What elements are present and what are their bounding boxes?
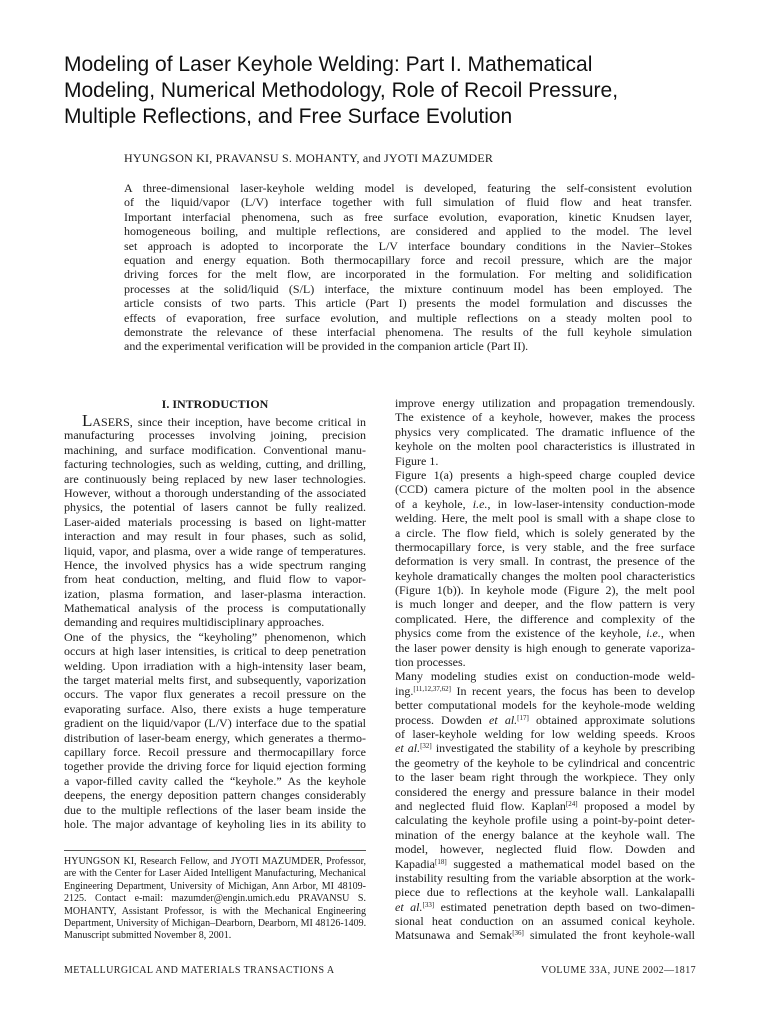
abstract-line: article consists of two parts. This article (Part I) presents the model formulation and discusses the (124, 296, 692, 311)
body-line: due to the multiple reflections of the laser beam inside the (64, 802, 366, 817)
body-line: deepens, the energy deposition pattern changes considerably (64, 788, 366, 803)
abstract-line: driving forces for the melt flow, are incorporated in the formulation. For melting and solidification (124, 267, 692, 282)
body-line: are continuously being replaced by new laser technologies. (64, 471, 366, 486)
body-line: complicated. Here, the difference and complexity of the (395, 611, 695, 626)
body-line: the laser power density is high enough to generate vaporiza- (395, 640, 695, 655)
body-line: occurs at high laser intensities, is critical to deep penetration (64, 644, 366, 659)
abstract-line: equation and energy equation. Both thermocapillary force and recoil pressure, which are the major (124, 252, 692, 267)
body-line: interaction and may result in four phases, such as solid, (64, 529, 366, 544)
body-line: model, however, neglected fluid flow. Dowden and (395, 842, 695, 857)
body-line: instability resulting from the variable absorption at the work- (395, 870, 695, 885)
body-line: However, without a thorough understanding of the associated (64, 485, 366, 500)
body-line: machining, and surface modification. Conventional manu- (64, 442, 366, 457)
body-line: demanding and requires multidisciplinary approaches. (64, 615, 325, 630)
citation: [18] (434, 857, 447, 866)
citation: [36] (512, 929, 524, 938)
body-line: a vapor-filled cavity called the “keyhole.” As the keyhole (64, 773, 366, 788)
author-list: HYUNGSON KI, PRAVANSU S. MOHANTY, and JYOTI MAZUMDER (124, 151, 494, 165)
body-line: occurs. The vapor flux generates a recoil pressure on the (64, 687, 366, 702)
body-line: manufacturing processes involving joining, precision (64, 428, 366, 443)
body-line: LASERS, since their inception, have become critical in (82, 411, 366, 430)
body-line: keyhole on the molten pool characteristics is illustrated in (395, 439, 695, 454)
journal-name-footer: METALLURGICAL AND MATERIALS TRANSACTIONS A (64, 965, 335, 976)
body-line: welding. Upon irradiation with a high-intensity laser beam, (64, 658, 366, 673)
body-line: of a keyhole, i.e., in low-laser-intensity conduction-mode (395, 496, 696, 511)
body-line: One of the physics, the “keyholing” phenomenon, which (64, 629, 366, 644)
drop-cap: L (82, 411, 93, 430)
abstract-line: effects of evaporation, free surface evolution, and multiple reflections on a steady molten pool to (124, 310, 692, 325)
title-line: Multiple Reflections, and Free Surface Evolution (64, 105, 513, 128)
body-line: better computational models for the keyhole-mode welding (395, 698, 695, 713)
body-line: sional heat conduction on an assumed conical keyhole. (395, 914, 695, 929)
section-heading: I. INTRODUCTION (161, 397, 269, 411)
body-line: Figure 1. (395, 453, 439, 468)
abstract-line: processes at the solid/liquid (S/L) interface, the mixture continuum model has been employed. The (124, 281, 692, 296)
footnote-divider (64, 850, 366, 851)
body-line: et al.[33] estimated penetration depth based on two-dimen- (395, 899, 695, 914)
abstract-line: of the liquid/vapor (L/V) interface together with full simulation of fluid flow and heat transfer. (124, 195, 692, 210)
body-line: capillary force. Recoil pressure and thermocapillary force (64, 744, 366, 759)
body-line: the geometry of the keyhole to be cylindrical and concentric (395, 755, 695, 770)
body-line: and neglected fluid flow. Kaplan[24] proposed a model by (395, 798, 695, 813)
right-column (395, 396, 695, 943)
body-line: keyhole dramatically changes the molten pool characteristics (395, 568, 695, 583)
footnote-line: Department, University of Michigan–Dearborn, Dearborn, MI 48126-1409. (64, 917, 367, 929)
body-line: the target material melts first, and subsequently, vaporization (64, 673, 366, 688)
body-line: tion processes. (395, 655, 466, 670)
body-line: hole. The major advantage of keyholing lies in its ability to (64, 816, 366, 831)
body-line: welding. Here, the melt pool is small with a shape close to (395, 511, 695, 526)
title-line: Modeling, Numerical Methodology, Role of Recoil Pressure, (64, 79, 619, 102)
body-line: calculating the keyhole profile using a point-by-point deter- (395, 813, 695, 828)
body-line: Hence, the involved physics has a wide spectrum ranging (64, 557, 366, 572)
body-line: ing.[11,12,37,62] In recent years, the focus has been to develop (395, 683, 695, 698)
body-line: a circle. The flow field, which is solely generated by the (395, 525, 695, 540)
body-line: Matsunawa and Semak[36] simulated the front keyhole-wall (395, 928, 695, 943)
body-line: distribution of laser-beam energy, which generates a thermo- (64, 730, 366, 745)
body-line: of laser-keyhole welding for low welding speeds. Kroos (395, 726, 695, 741)
body-line: (Figure 1(b)). In keyhole mode (Figure 2), the melt pool (395, 583, 695, 598)
abstract-line: and the experimental verification will be provided in the companion article (Part II). (124, 339, 529, 354)
body-line: Many modeling studies exist on conduction-mode weld- (395, 669, 695, 684)
body-line: improve energy utilization and propagation tremendously. (395, 396, 695, 410)
citation: [32] (420, 742, 432, 751)
citation: [11,12,37,62] (413, 684, 451, 693)
body-line: Figure 1(a) presents a high-speed charge coupled device (395, 467, 695, 482)
body-line: physics come from the existence of the keyhole, i.e., when (395, 626, 695, 641)
article-title (64, 52, 724, 130)
left-column (64, 396, 366, 831)
body-line: physics, the potential of lasers cannot be fully realized. (64, 500, 366, 515)
footnote-line: MOHANTY, Assistant Professor, is with the Mechanical Engineering (64, 905, 366, 917)
footnote-line: Manuscript submitted November 8, 2001. (64, 930, 232, 942)
body-line: together provide the driving force for liquid ejection forming (64, 759, 366, 774)
body-line: is much longer and deeper, and the flow pattern is very (395, 597, 695, 612)
body-line: Laser-aided materials processing is based on light-matter (64, 514, 366, 529)
body-line: physics very complicated. The dramatic influence of the (395, 424, 695, 439)
body-line: thermocapillary force, is very stable, and the free surface (395, 539, 695, 554)
body-line: from heat conduction, melting, and fluid flow to vapor- (64, 572, 366, 587)
footnote-line: 2125. Contact e-mail: mazumder@engin.umich.edu PRAVANSU S. (64, 893, 366, 905)
citation: [33] (422, 900, 435, 909)
body-line: et al.[32] investigated the stability of a keyhole by prescribing (395, 741, 695, 756)
body-line: facturing technologies, such as welding, cutting, and drilling, (64, 457, 366, 472)
body-line: The existence of a keyhole, however, makes the process (395, 410, 695, 425)
author-footnote (64, 856, 366, 943)
footnote-line: Engineering Department, University of Michigan, Ann Arbor, MI 48109- (64, 880, 366, 892)
volume-page-footer: VOLUME 33A, JUNE 2002—1817 (541, 965, 696, 976)
body-line: Mathematical analysis of the process is computationally (64, 601, 366, 616)
body-line: Kapadia[18] suggested a mathematical model based on the (395, 856, 695, 871)
body-line: mination of the energy balance at the keyhole wall. The (395, 827, 695, 842)
body-line: (CCD) camera picture of the molten pool in the absence (395, 482, 695, 497)
body-line: piece due to reflections at the keyhole wall. Lankalapalli (395, 885, 695, 900)
body-line: ization, plasma formation, and laser-plasma interaction. (64, 586, 366, 601)
body-line: gradient on the liquid/vapor (L/V) interface due to the spatial (64, 716, 366, 731)
body-line: evaporating surface. Also, there exists a huge temperature (64, 701, 366, 716)
footnote-line: HYUNGSON KI, Research Fellow, and JYOTI MAZUMDER, Professor, (64, 856, 366, 867)
footnote-line: are with the Center for Laser Aided Intelligent Manufacturing, Mechanical (64, 868, 366, 880)
citation: [17] (517, 713, 529, 722)
body-line: liquid, vapor, and plasma, over a wide range of temperatures. (64, 543, 366, 558)
body-line: process. Dowden et al.[17] obtained approximate solutions (395, 712, 695, 727)
body-line: deformation is very small. In contrast, the presence of the (395, 554, 695, 569)
abstract-line: demonstrate the relevance of these interfacial phenomena. The results of the full keyhole simulation (124, 324, 692, 339)
citation: [24] (565, 799, 578, 808)
body-line: considered the energy and pressure balance in their model (395, 784, 695, 799)
title-line: Modeling of Laser Keyhole Welding: Part I. Mathematical (64, 53, 593, 76)
abstract-line: Important interfacial phenomena, such as free surface evolution, evaporation, kinetic Knudsen layer, (124, 209, 692, 224)
abstract-line: A three-dimensional laser-keyhole welding model is developed, featuring the self-consistent evolution (124, 181, 692, 195)
abstract-line: homogeneous boiling, and multiple reflections, are considered and applied to the model. The level (124, 224, 692, 239)
abstract (124, 181, 692, 354)
body-line: to the laser beam right through the workpiece. They only (395, 770, 695, 785)
abstract-line: set approach is adopted to incorporate the L/V interface boundary conditions in the Navier–Stokes (124, 238, 692, 253)
